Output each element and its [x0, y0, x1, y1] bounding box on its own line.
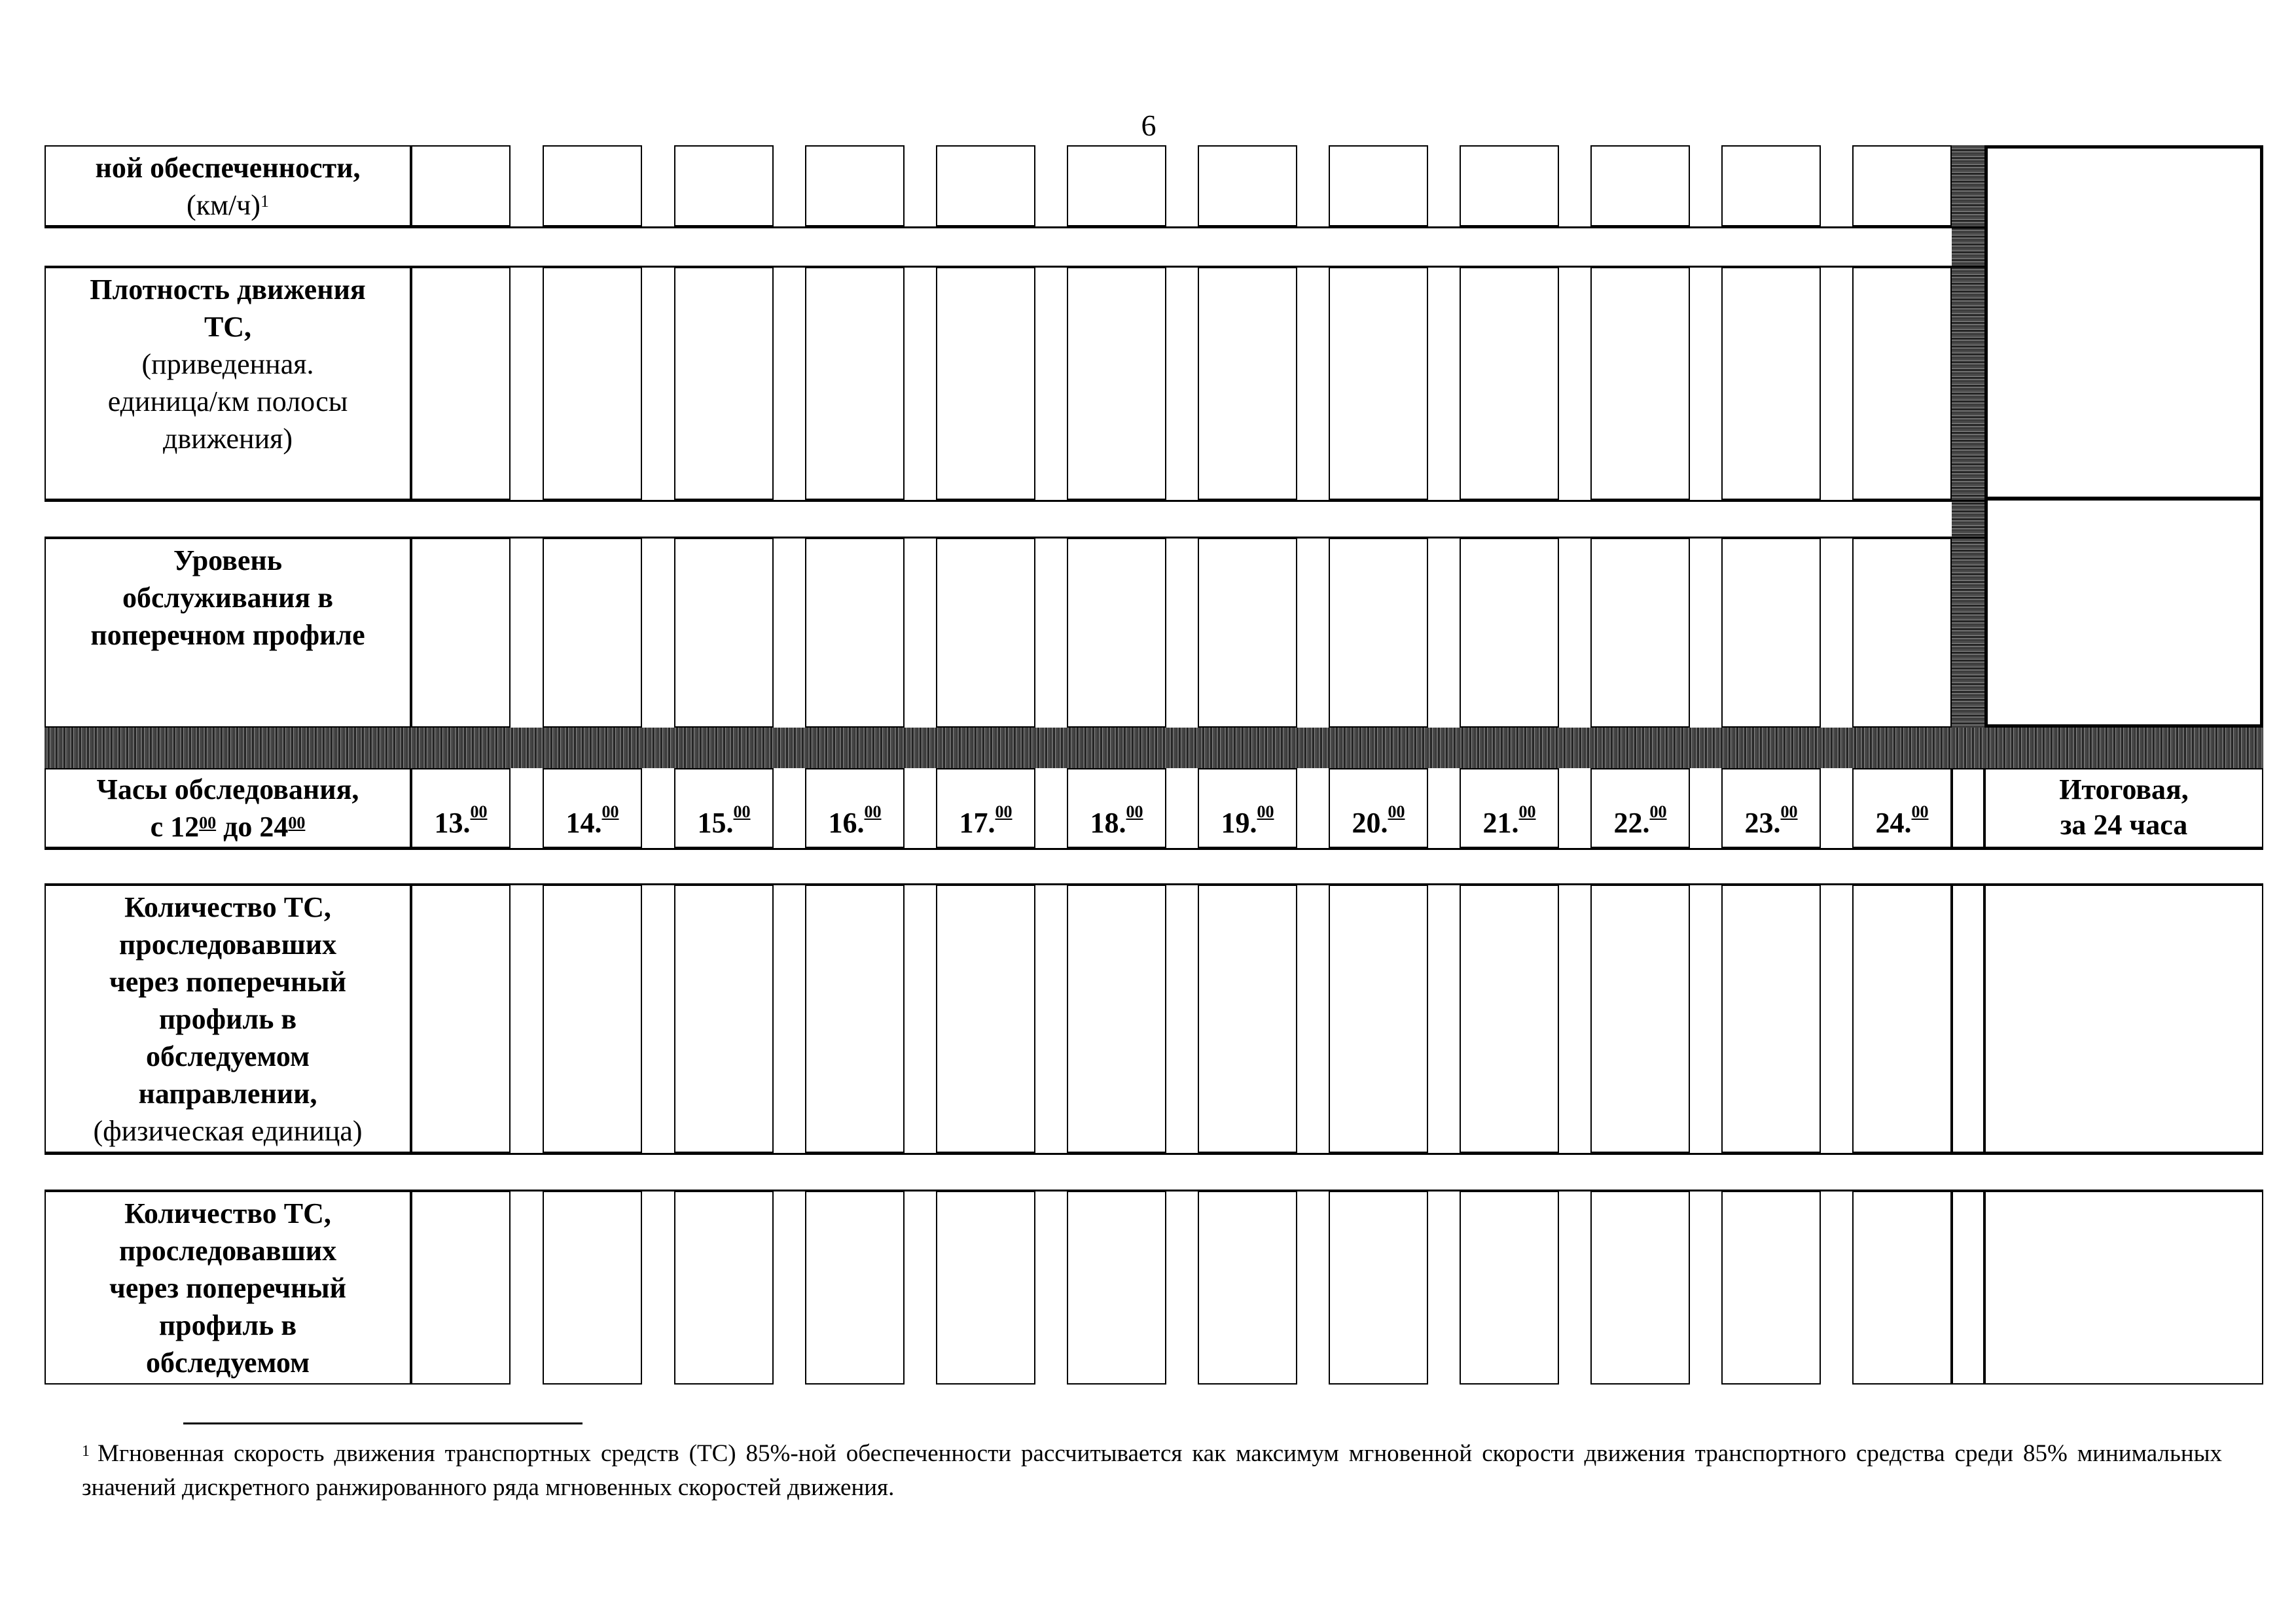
row-gap-rule	[45, 883, 1984, 885]
row-label-text: ной обеспеченности,	[95, 152, 361, 184]
hour-cell[interactable]	[1198, 267, 1297, 500]
row-label-text: профиль в	[158, 1309, 297, 1341]
hour-cell[interactable]	[1067, 145, 1166, 226]
hour-cell[interactable]	[805, 538, 905, 728]
hour-label	[936, 802, 1035, 839]
hours-range-sup	[199, 813, 216, 832]
row-label-text: проследовавших	[118, 1235, 337, 1267]
row-gap-rule	[1984, 1153, 2263, 1155]
total-cell[interactable]	[1984, 885, 2263, 1153]
row-label-line	[45, 579, 411, 616]
total-cell-upper[interactable]	[1984, 145, 2263, 500]
hour-label	[1198, 802, 1297, 839]
hour-cell[interactable]	[543, 1191, 642, 1385]
hour-cell[interactable]	[1460, 267, 1559, 500]
hour-cell[interactable]	[674, 538, 774, 728]
hour-cell[interactable]	[543, 145, 642, 226]
row-label-text: (приведенная.	[141, 348, 314, 380]
shaded-divider-band-total	[1984, 728, 2263, 768]
hour-cell[interactable]	[1721, 885, 1821, 1153]
row-label-speed	[45, 149, 411, 224]
hour-sup	[865, 802, 882, 821]
row-label-line	[45, 1195, 411, 1232]
hour-cell[interactable]	[1721, 145, 1821, 226]
row-label-text: (км/ч)	[187, 189, 260, 221]
hour-cell[interactable]	[1721, 1191, 1821, 1385]
strip-cell	[1952, 1191, 1984, 1385]
hour-number: 22.	[1613, 807, 1650, 839]
hour-cell[interactable]	[1198, 1191, 1297, 1385]
row-gap-rule	[1984, 1190, 2263, 1192]
hour-cell[interactable]	[1067, 267, 1166, 500]
hours-range	[45, 808, 411, 845]
row-label-line	[45, 1038, 411, 1075]
hour-sup	[996, 802, 1013, 821]
row-label-text: обследуемом	[145, 1040, 310, 1072]
hours-range-sup-text: 00	[199, 813, 217, 832]
hour-cell[interactable]	[1329, 267, 1428, 500]
hour-sup-text: 00	[995, 802, 1013, 821]
total-label	[1984, 772, 2263, 843]
hour-number: 24.	[1875, 807, 1912, 839]
row-label-line	[45, 345, 411, 383]
row-label-line	[45, 1232, 411, 1269]
hour-cell[interactable]	[674, 885, 774, 1153]
row-label-text: единица/км полосы	[107, 385, 348, 417]
hour-cell[interactable]	[936, 885, 1035, 1153]
hour-cell[interactable]	[1329, 145, 1428, 226]
hours-range-prefix: с 12	[150, 811, 200, 843]
footnote	[82, 1437, 2222, 1505]
row-label-text: Уровень	[173, 544, 282, 576]
hour-sup-text: 00	[1649, 802, 1667, 821]
hour-number: 13.	[434, 807, 471, 839]
hour-number: 19.	[1221, 807, 1257, 839]
row-gap-rule	[45, 1190, 1984, 1192]
row-label-line	[45, 771, 411, 808]
hour-sup-text: 00	[733, 802, 751, 821]
row-label-density	[45, 271, 411, 457]
hour-cell[interactable]	[1067, 538, 1166, 728]
row-label-text: Количество ТС,	[124, 891, 331, 923]
hour-number: 20.	[1352, 807, 1388, 839]
row-label-line	[45, 542, 411, 579]
hour-cell[interactable]	[411, 145, 511, 226]
page-number: 6	[1141, 109, 1157, 142]
hour-cell[interactable]	[1721, 267, 1821, 500]
row-label-text: Часы обследования,	[96, 773, 359, 805]
hours-range-sup	[288, 813, 305, 832]
footnote-text: Мгновенная скорость движения транспортных средств (ТС) 85%-ной обеспеченности рассчитывается как максимум мгновенной скорости движения транспортного средства среди 85% минимальных значений дискретного ранжированного ряда мгновенных скоростей движения.	[82, 1440, 2222, 1501]
hour-number: 23.	[1744, 807, 1781, 839]
strip-cell	[1952, 768, 1984, 848]
hour-cell[interactable]	[1329, 885, 1428, 1153]
hour-number: 16.	[828, 807, 865, 839]
row-gap-rule	[45, 1153, 1984, 1155]
hour-cell[interactable]	[674, 145, 774, 226]
hour-number: 17.	[959, 807, 996, 839]
hour-sup-text: 00	[1126, 802, 1143, 821]
hour-cell[interactable]	[1590, 145, 1690, 226]
hour-sup-text: 00	[1388, 802, 1405, 821]
hour-cell[interactable]	[1590, 538, 1690, 728]
row-gap-rule	[45, 537, 1984, 538]
hour-label	[1460, 802, 1559, 839]
hour-cell[interactable]	[1852, 538, 1952, 728]
footnote-rule	[183, 1422, 583, 1424]
hour-cell[interactable]	[1198, 885, 1297, 1153]
hour-cell[interactable]	[936, 538, 1035, 728]
row-label-text: обслуживания в	[122, 582, 333, 614]
hour-cell[interactable]	[1460, 145, 1559, 226]
hour-label	[674, 802, 774, 839]
row-label-text: через поперечный	[109, 1272, 347, 1304]
hour-cell[interactable]	[411, 1191, 511, 1385]
hour-sup	[1781, 802, 1798, 821]
hour-cell[interactable]	[674, 267, 774, 500]
row-label-line	[45, 1075, 411, 1112]
hour-number: 15.	[697, 807, 734, 839]
hour-cell[interactable]	[674, 1191, 774, 1385]
hour-label	[543, 802, 642, 839]
hour-cell[interactable]	[1329, 538, 1428, 728]
hour-sup	[471, 802, 488, 821]
row-label-line	[45, 889, 411, 926]
hour-cell[interactable]	[1590, 1191, 1690, 1385]
row-label-line	[45, 616, 411, 654]
hour-sup-text: 00	[470, 802, 488, 821]
total-cell[interactable]	[1984, 1191, 2263, 1385]
hour-label	[411, 802, 511, 839]
hour-cell[interactable]	[1460, 1191, 1559, 1385]
row-label-line	[45, 1112, 411, 1150]
hour-cell[interactable]	[1198, 145, 1297, 226]
hour-cell[interactable]	[1590, 267, 1690, 500]
hour-cell[interactable]	[1460, 538, 1559, 728]
hour-cell[interactable]	[805, 1191, 905, 1385]
row-label-text: через поперечный	[109, 966, 347, 998]
hour-sup-text: 00	[1911, 802, 1929, 821]
hour-cell[interactable]	[411, 538, 511, 728]
hour-number: 18.	[1090, 807, 1126, 839]
row-label-text: профиль в	[158, 1003, 297, 1035]
hours-range-middle: до 24	[216, 811, 289, 843]
row-label-text: поперечном профиле	[90, 619, 365, 651]
row-gap-rule	[1984, 848, 2263, 850]
hour-sup-text: 00	[864, 802, 882, 821]
hour-cell[interactable]	[1852, 1191, 1952, 1385]
hour-sup	[1126, 802, 1143, 821]
total-cell-lower[interactable]	[1984, 497, 2263, 728]
row-label-line	[45, 383, 411, 420]
hour-sup-text: 00	[1780, 802, 1798, 821]
hour-cell[interactable]	[1590, 885, 1690, 1153]
hour-cell[interactable]	[543, 885, 642, 1153]
hour-cell[interactable]	[936, 267, 1035, 500]
row-label-text: движения)	[162, 423, 293, 455]
hour-sup	[1388, 802, 1405, 821]
row-label-text: Плотность движения	[90, 274, 366, 306]
hour-cell[interactable]	[1460, 885, 1559, 1153]
hour-label	[1852, 802, 1952, 839]
hour-cell[interactable]	[1852, 145, 1952, 226]
row-label-text: направлении,	[138, 1078, 317, 1110]
strip-cell	[1952, 885, 1984, 1153]
hour-label	[1590, 802, 1690, 839]
row-gap-rule	[45, 226, 1984, 228]
row-label-service_level	[45, 542, 411, 654]
row-label-line	[45, 149, 411, 186]
hour-cell[interactable]	[543, 267, 642, 500]
total-label-line: Итоговая,	[2059, 773, 2189, 805]
hour-label	[1067, 802, 1166, 839]
row-label-line	[45, 1344, 411, 1381]
row-label-text: Количество ТС,	[124, 1197, 331, 1229]
row-label-line	[45, 1000, 411, 1038]
footnote-ref: 1	[260, 192, 269, 211]
footnote-marker: 1	[82, 1443, 90, 1460]
row-label-line	[45, 963, 411, 1000]
row-label-line	[45, 1307, 411, 1344]
row-gap-rule	[45, 266, 1984, 268]
hour-cell[interactable]	[1198, 538, 1297, 728]
hour-sup	[734, 802, 751, 821]
row-label-line	[45, 186, 411, 224]
row-label-text: (физическая единица)	[93, 1115, 363, 1147]
row-label-text: обследуемом	[145, 1347, 310, 1379]
hour-cell[interactable]	[805, 885, 905, 1153]
hour-sup	[1650, 802, 1667, 821]
hour-cell[interactable]	[805, 145, 905, 226]
hour-label	[805, 802, 905, 839]
hour-cell[interactable]	[805, 267, 905, 500]
hour-cell[interactable]	[411, 885, 511, 1153]
row-label-text: ТС,	[204, 311, 252, 343]
row-label-line	[45, 926, 411, 963]
row-label-count_2	[45, 1195, 411, 1381]
hour-cell[interactable]	[1329, 1191, 1428, 1385]
hour-cell[interactable]	[1067, 885, 1166, 1153]
row-gap-rule	[1984, 883, 2263, 885]
row-label-hours	[45, 771, 411, 845]
hour-sup	[1519, 802, 1536, 821]
hour-number: 14.	[565, 807, 602, 839]
hour-sup-text: 00	[1518, 802, 1536, 821]
hour-label	[1721, 802, 1821, 839]
hour-cell[interactable]	[411, 267, 511, 500]
hour-sup	[1912, 802, 1929, 821]
hour-sup	[602, 802, 619, 821]
total-label-line: за 24 часа	[2060, 809, 2188, 841]
shaded-vertical-strip	[1952, 145, 1984, 728]
hours-range-sup-text: 00	[288, 813, 306, 832]
hour-cell[interactable]	[1852, 267, 1952, 500]
hour-sup	[1257, 802, 1274, 821]
hour-number: 21.	[1482, 807, 1519, 839]
row-label-line	[45, 271, 411, 308]
row-label-line	[45, 1269, 411, 1307]
hour-cell[interactable]	[1852, 885, 1952, 1153]
row-label-count_phys	[45, 889, 411, 1150]
hour-cell[interactable]	[543, 538, 642, 728]
row-gap-rule	[45, 848, 1984, 850]
hour-cell[interactable]	[936, 145, 1035, 226]
hour-cell[interactable]	[936, 1191, 1035, 1385]
hour-cell[interactable]	[1067, 1191, 1166, 1385]
hour-sup-text: 00	[1257, 802, 1274, 821]
row-label-text: проследовавших	[118, 928, 337, 961]
hour-label	[1329, 802, 1428, 839]
row-label-line	[45, 308, 411, 345]
hour-cell[interactable]	[1721, 538, 1821, 728]
row-label-line	[45, 420, 411, 457]
row-gap-rule	[45, 500, 1984, 502]
shaded-divider-band	[45, 728, 1984, 768]
hour-sup-text: 00	[601, 802, 619, 821]
